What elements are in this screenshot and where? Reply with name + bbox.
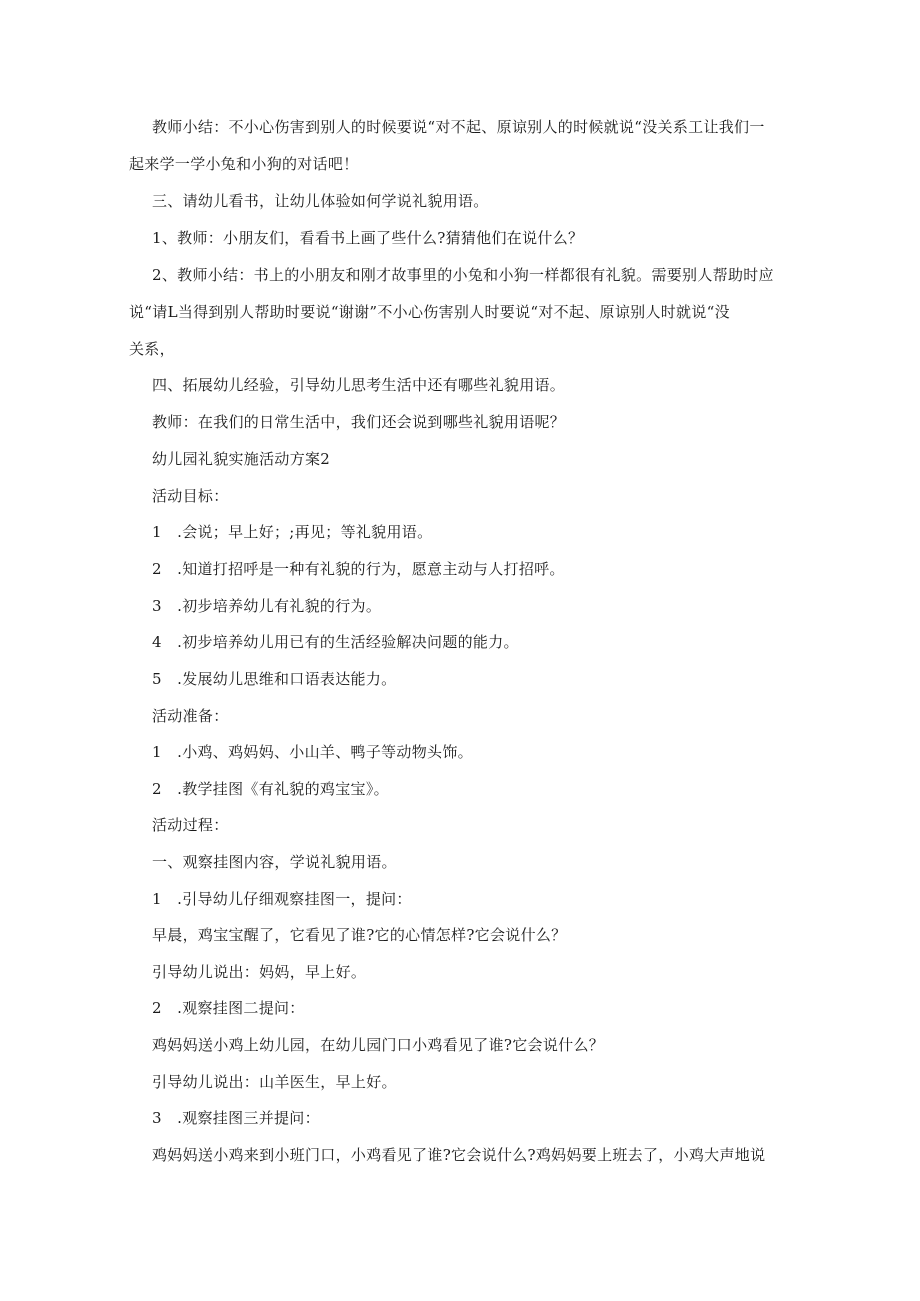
section-heading: 四、拓展幼儿经验，引导幼儿思考生活中还有哪些礼貌用语。 — [152, 376, 566, 394]
paragraph-line: 早晨，鸡宝宝醒了，它看见了谁?它的心情怎样?它会说什么？ — [152, 926, 567, 944]
subsection-heading: 活动准备： — [152, 707, 229, 725]
list-item: 2 .教学挂图《有礼貌的鸡宝宝》。 — [152, 780, 389, 798]
paragraph-line: 2、教师小结：书上的小朋友和刚才故事里的小兔和小狗一样都很有礼貌。需要别人帮助时应 — [152, 266, 774, 284]
paragraph-line: 引导幼儿说出：妈妈，早上好。 — [152, 963, 367, 981]
list-item: 3 .观察挂图三并提问： — [152, 1109, 320, 1127]
list-item: 2 .知道打招呼是一种有礼貌的行为，愿意主动与人打招呼。 — [152, 560, 565, 578]
subsection-heading: 活动过程： — [152, 816, 229, 834]
paragraph-line: 教师小结：不小心伤害到别人的时候要说“对不起、原谅别人的时候就说“没关系工让我们一 — [152, 118, 765, 136]
list-item: 1 .小鸡、鸡妈妈、小山羊、鸭子等动物头饰。 — [152, 743, 473, 761]
paragraph-line: 引导幼儿说出：山羊医生，早上好。 — [152, 1073, 397, 1091]
paragraph-line: 说“请L当得到别人帮助时要说“谢谢”不小心伤害别人时要说“对不起、原谅别人时就说“没 — [129, 303, 730, 321]
paragraph-line: 1、教师：小朋友们，看看书上画了些什么?猜猜他们在说什么？ — [152, 229, 584, 247]
paragraph-line: 鸡妈妈送小鸡来到小班门口，小鸡看见了谁?它会说什么?鸡妈妈要上班去了，小鸡大声地说 — [152, 1146, 766, 1164]
subsection-heading: 活动目标： — [152, 487, 229, 505]
list-item: 3 .初步培养幼儿有礼貌的行为。 — [152, 597, 382, 615]
list-item: 5 .发展幼儿思维和口语表达能力。 — [152, 670, 397, 688]
list-item: 4 .初步培养幼儿用已有的生活经验解决问题的能力。 — [152, 633, 519, 651]
paragraph-line: 教师：在我们的日常生活中，我们还会说到哪些礼貌用语呢？ — [152, 413, 566, 431]
section-heading: 三、请幼儿看书，让幼儿体验如何学说礼貌用语。 — [152, 192, 489, 210]
list-item: 2 .观察挂图二提问： — [152, 999, 305, 1017]
paragraph-line: 关系， — [129, 340, 175, 358]
document-title: 幼儿园礼貌实施活动方案2 — [152, 450, 331, 468]
section-heading: 一、观察挂图内容，学说礼貌用语。 — [152, 853, 397, 871]
paragraph-line: 起来学一学小兔和小狗的对话吧！ — [129, 155, 359, 173]
paragraph-line: 鸡妈妈送小鸡上幼儿园，在幼儿园门口小鸡看见了谁?它会说什么？ — [152, 1036, 605, 1054]
list-item: 1 .引导幼儿仔细观察挂图一，提问： — [152, 890, 412, 908]
list-item: 1 .会说；早上好；;再见；等礼貌用语。 — [152, 523, 433, 541]
